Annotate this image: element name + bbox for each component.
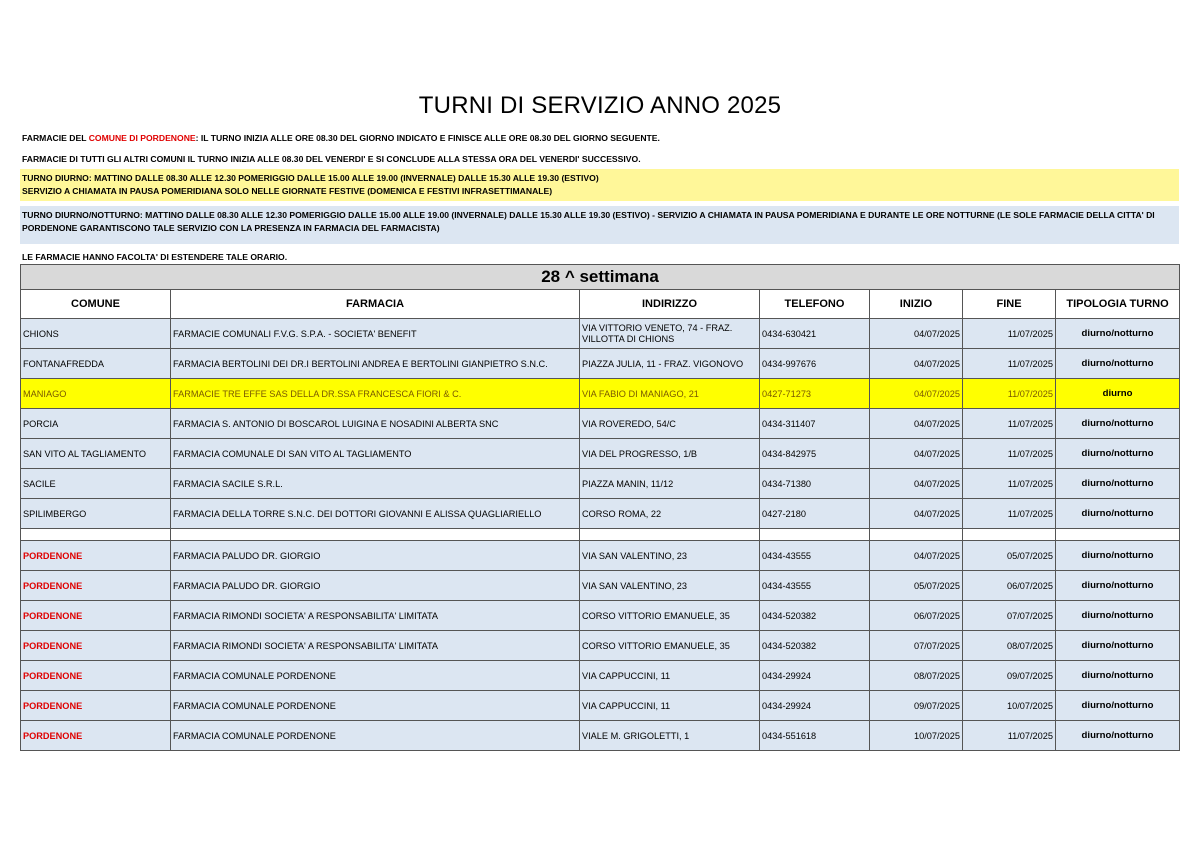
cell-fine: 11/07/2025 [963, 349, 1056, 379]
spacer-cell [963, 529, 1056, 541]
cell-tipologia: diurno/notturno [1056, 571, 1180, 601]
table-row [21, 349, 1180, 379]
cell-tipologia: diurno/notturno [1056, 631, 1180, 661]
cell-inizio: 08/07/2025 [870, 661, 963, 691]
note-diurno-notturno-band [20, 206, 1179, 244]
cell-inizio: 06/07/2025 [870, 601, 963, 631]
cell-fine: 11/07/2025 [963, 721, 1056, 751]
table-row [21, 469, 1180, 499]
cell-indirizzo: VIA CAPPUCCINI, 11 [580, 691, 760, 721]
cell-telefono: 0434-551618 [760, 721, 870, 751]
cell-indirizzo: VIA SAN VALENTINO, 23 [580, 571, 760, 601]
cell-telefono: 0434-520382 [760, 601, 870, 631]
cell-tipologia: diurno/notturno [1056, 601, 1180, 631]
cell-inizio: 04/07/2025 [870, 541, 963, 571]
spacer-cell [580, 529, 760, 541]
cell-telefono: 0434-43555 [760, 571, 870, 601]
table-row [21, 499, 1180, 529]
cell-fine: 09/07/2025 [963, 661, 1056, 691]
table-row [21, 601, 1180, 631]
cell-comune: PORDENONE [21, 721, 171, 751]
note-pordenone-comune: COMUNE DI PORDENONE [88, 133, 196, 143]
cell-fine: 08/07/2025 [963, 631, 1056, 661]
cell-telefono: 0427-71273 [760, 379, 870, 409]
spacer-cell [21, 529, 171, 541]
cell-fine: 06/07/2025 [963, 571, 1056, 601]
cell-farmacia: FARMACIA PALUDO DR. GIORGIO [171, 541, 580, 571]
note-diurno-line1: TURNO DIURNO: MATTINO DALLE 08.30 ALLE 12.30 POMERIGGIO DALLE 15.00 ALLE 19.00 (INVERNALE) DALLE 15.30 ALLE 19.30 (ESTIVO) [22, 173, 599, 183]
cell-inizio: 04/07/2025 [870, 439, 963, 469]
cell-tipologia: diurno/notturno [1056, 469, 1180, 499]
cell-comune: SACILE [21, 469, 171, 499]
cell-fine: 07/07/2025 [963, 601, 1056, 631]
cell-comune: PORCIA [21, 409, 171, 439]
cell-farmacia: FARMACIA BERTOLINI DEI DR.I BERTOLINI ANDREA E BERTOLINI GIANPIETRO S.N.C. [171, 349, 580, 379]
cell-tipologia: diurno/notturno [1056, 349, 1180, 379]
cell-farmacia: FARMACIE COMUNALI F.V.G. S.P.A. - SOCIETA' BENEFIT [171, 319, 580, 349]
header-farmacia: FARMACIA [171, 290, 580, 319]
cell-fine: 11/07/2025 [963, 379, 1056, 409]
table-row [21, 319, 1180, 349]
cell-comune: PORDENONE [21, 541, 171, 571]
cell-inizio: 09/07/2025 [870, 691, 963, 721]
cell-fine: 11/07/2025 [963, 439, 1056, 469]
table-spacer-row [21, 529, 1180, 541]
note-pordenone [22, 132, 660, 145]
header-indirizzo: INDIRIZZO [580, 290, 760, 319]
cell-indirizzo: PIAZZA MANIN, 11/12 [580, 469, 760, 499]
header-inizio: INIZIO [870, 290, 963, 319]
cell-fine: 10/07/2025 [963, 691, 1056, 721]
cell-indirizzo: PIAZZA JULIA, 11 - FRAZ. VIGONOVO [580, 349, 760, 379]
table-row [21, 691, 1180, 721]
cell-indirizzo: VIA ROVEREDO, 54/C [580, 409, 760, 439]
cell-tipologia: diurno/notturno [1056, 499, 1180, 529]
note-other-comuni: FARMACIE DI TUTTI GLI ALTRI COMUNI IL TURNO INIZIA ALLE 08.30 DEL VENERDI' E SI CONCLUDE ALLA STESSA ORA DEL VENERDI' SUCCESSIVO. [22, 154, 641, 164]
cell-farmacia: FARMACIA COMUNALE DI SAN VITO AL TAGLIAMENTO [171, 439, 580, 469]
cell-telefono: 0434-520382 [760, 631, 870, 661]
cell-indirizzo: VIALE M. GRIGOLETTI, 1 [580, 721, 760, 751]
cell-tipologia: diurno/notturno [1056, 541, 1180, 571]
cell-inizio: 04/07/2025 [870, 469, 963, 499]
cell-comune: PORDENONE [21, 601, 171, 631]
header-tipologia: TIPOLOGIA TURNO [1056, 290, 1180, 319]
cell-indirizzo: VIA VITTORIO VENETO, 74 - FRAZ. VILLOTTA DI CHIONS [580, 319, 760, 349]
cell-farmacia: FARMACIA COMUNALE PORDENONE [171, 691, 580, 721]
cell-comune: MANIAGO [21, 379, 171, 409]
turni-table [20, 264, 1180, 751]
header-telefono: TELEFONO [760, 290, 870, 319]
note-diurno-line2: SERVIZIO A CHIAMATA IN PAUSA POMERIDIANA SOLO NELLE GIORNATE FESTIVE (DOMENICA E FESTIVI INFRASETTIMANALE) [22, 186, 553, 196]
table-row [21, 721, 1180, 751]
cell-tipologia: diurno [1056, 379, 1180, 409]
table-row [21, 631, 1180, 661]
table-row [21, 379, 1180, 409]
cell-telefono: 0434-311407 [760, 409, 870, 439]
cell-inizio: 04/07/2025 [870, 499, 963, 529]
cell-farmacia: FARMACIA S. ANTONIO DI BOSCAROL LUIGINA E NOSADINI ALBERTA SNC [171, 409, 580, 439]
cell-comune: PORDENONE [21, 631, 171, 661]
cell-comune: SAN VITO AL TAGLIAMENTO [21, 439, 171, 469]
cell-tipologia: diurno/notturno [1056, 319, 1180, 349]
header-fine: FINE [963, 290, 1056, 319]
cell-telefono: 0434-630421 [760, 319, 870, 349]
note-pordenone-suffix: : IL TURNO INIZIA ALLE ORE 08.30 DEL GIORNO INDICATO E FINISCE ALLE ORE 08.30 DEL GIORNO SEGUENTE. [195, 133, 660, 143]
spacer-cell [1056, 529, 1180, 541]
cell-comune: CHIONS [21, 319, 171, 349]
cell-telefono: 0434-997676 [760, 349, 870, 379]
page-title: TURNI DI SERVIZIO ANNO 2025 [418, 92, 782, 119]
cell-tipologia: diurno/notturno [1056, 409, 1180, 439]
cell-telefono: 0434-29924 [760, 691, 870, 721]
cell-fine: 11/07/2025 [963, 499, 1056, 529]
cell-telefono: 0434-842975 [760, 439, 870, 469]
table-row [21, 439, 1180, 469]
cell-telefono: 0434-29924 [760, 661, 870, 691]
cell-inizio: 04/07/2025 [870, 349, 963, 379]
cell-inizio: 10/07/2025 [870, 721, 963, 751]
cell-telefono: 0427-2180 [760, 499, 870, 529]
table-row [21, 571, 1180, 601]
note-diurno-notturno: TURNO DIURNO/NOTTURNO: MATTINO DALLE 08.30 ALLE 12.30 POMERIGGIO DALLE 15.00 ALLE 19.00 (INVERNALE) DALLE 15.30 ALLE 19.30 (ESTIVO) - SERVIZIO A CHIAMATA IN PAUSA POMERIDIANA E DURANTE LE ORE NOTTURNE (LE SOLE FARMACIE DELLA CITTA' DI PORDENONE GARANTISCONO TALE SERVIZIO CON LA PRESENZA IN FARMACIA DEL FARMACISTA) [22, 210, 1155, 233]
cell-inizio: 07/07/2025 [870, 631, 963, 661]
cell-farmacia: FARMACIA RIMONDI SOCIETA' A RESPONSABILITA' LIMITATA [171, 601, 580, 631]
cell-inizio: 04/07/2025 [870, 379, 963, 409]
cell-farmacia: FARMACIA COMUNALE PORDENONE [171, 661, 580, 691]
cell-indirizzo: VIA CAPPUCCINI, 11 [580, 661, 760, 691]
header-comune: COMUNE [21, 290, 171, 319]
table-row [21, 541, 1180, 571]
cell-indirizzo: CORSO ROMA, 22 [580, 499, 760, 529]
cell-comune: PORDENONE [21, 661, 171, 691]
table-header-row [21, 290, 1180, 319]
spacer-cell [870, 529, 963, 541]
cell-comune: FONTANAFREDDA [21, 349, 171, 379]
table-row [21, 409, 1180, 439]
note-pordenone-prefix: FARMACIE DEL [22, 133, 89, 143]
note-diurno-band [20, 169, 1179, 201]
cell-indirizzo: CORSO VITTORIO EMANUELE, 35 [580, 601, 760, 631]
cell-fine: 11/07/2025 [963, 409, 1056, 439]
cell-tipologia: diurno/notturno [1056, 721, 1180, 751]
table-row [21, 661, 1180, 691]
cell-farmacia: FARMACIA DELLA TORRE S.N.C. DEI DOTTORI GIOVANNI E ALISSA QUAGLIARIELLO [171, 499, 580, 529]
cell-indirizzo: VIA DEL PROGRESSO, 1/B [580, 439, 760, 469]
cell-fine: 05/07/2025 [963, 541, 1056, 571]
week-label: 28 ^ settimana [21, 265, 1180, 290]
cell-farmacia: FARMACIE TRE EFFE SAS DELLA DR.SSA FRANCESCA FIORI & C. [171, 379, 580, 409]
cell-tipologia: diurno/notturno [1056, 439, 1180, 469]
cell-farmacia: FARMACIA RIMONDI SOCIETA' A RESPONSABILITA' LIMITATA [171, 631, 580, 661]
cell-farmacia: FARMACIA COMUNALE PORDENONE [171, 721, 580, 751]
cell-farmacia: FARMACIA SACILE S.R.L. [171, 469, 580, 499]
cell-comune: PORDENONE [21, 691, 171, 721]
cell-comune: SPILIMBERGO [21, 499, 171, 529]
cell-fine: 11/07/2025 [963, 469, 1056, 499]
spacer-cell [171, 529, 580, 541]
cell-inizio: 04/07/2025 [870, 319, 963, 349]
cell-farmacia: FARMACIA PALUDO DR. GIORGIO [171, 571, 580, 601]
cell-tipologia: diurno/notturno [1056, 691, 1180, 721]
cell-tipologia: diurno/notturno [1056, 661, 1180, 691]
cell-telefono: 0434-43555 [760, 541, 870, 571]
cell-indirizzo: VIA FABIO DI MANIAGO, 21 [580, 379, 760, 409]
cell-telefono: 0434-71380 [760, 469, 870, 499]
spacer-cell [760, 529, 870, 541]
cell-inizio: 05/07/2025 [870, 571, 963, 601]
cell-inizio: 04/07/2025 [870, 409, 963, 439]
cell-indirizzo: VIA SAN VALENTINO, 23 [580, 541, 760, 571]
note-estendere: LE FARMACIE HANNO FACOLTA' DI ESTENDERE TALE ORARIO. [22, 252, 288, 262]
cell-fine: 11/07/2025 [963, 319, 1056, 349]
cell-indirizzo: CORSO VITTORIO EMANUELE, 35 [580, 631, 760, 661]
cell-comune: PORDENONE [21, 571, 171, 601]
